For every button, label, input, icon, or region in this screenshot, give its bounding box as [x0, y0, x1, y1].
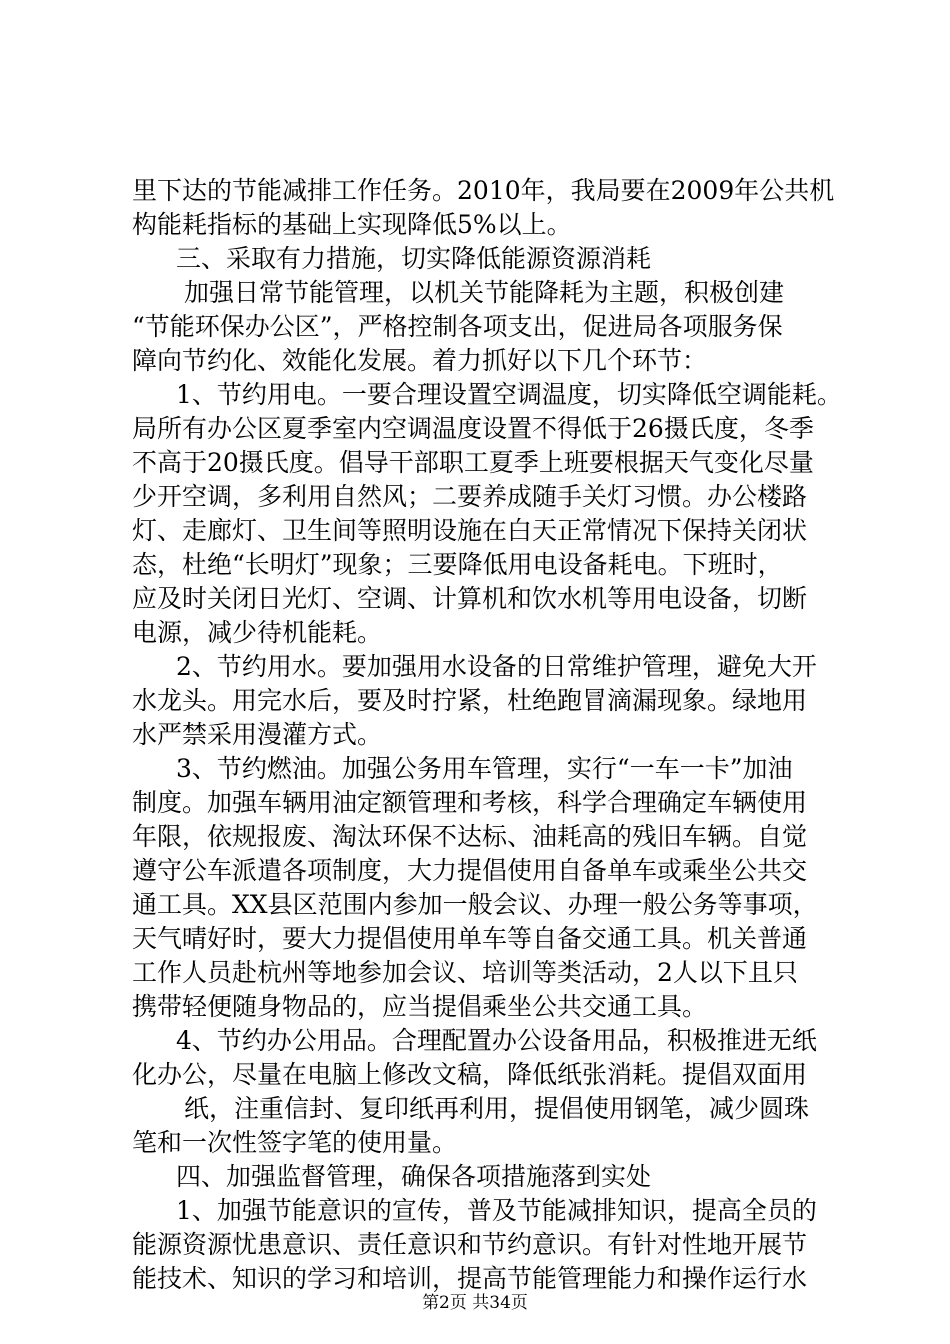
- body-line: 携带轻便随身物品的，应当提倡乘坐公共交通工具。: [132, 992, 708, 1021]
- body-line: “节能环保办公区”，严格控制各项支出，促进局各项服务保: [132, 312, 783, 341]
- body-line: 4、节约办公用品。合理配置办公设备用品，积极推进无纸: [176, 1026, 817, 1055]
- body-line: 能技术、知识的学习和培训，提高节能管理能力和操作运行水: [132, 1264, 808, 1293]
- body-line: 遵守公车派遣各项制度，大力提倡使用自备单车或乘坐公共交: [132, 856, 808, 885]
- body-line: 应及时关闭日光灯、空调、计算机和饮水机等用电设备，切断: [132, 584, 808, 613]
- section-heading: 三、采取有力措施，切实降低能源资源消耗: [176, 244, 652, 273]
- body-line: 1、加强节能意识的宣传，普及节能减排知识，提高全员的: [176, 1196, 817, 1225]
- body-line: 里下达的节能减排工作任务。2010年，我局要在2009年公共机: [132, 176, 835, 205]
- body-line: 纸，注重信封、复印纸再利用，提倡使用钢笔，减少圆珠: [184, 1094, 810, 1123]
- body-line: 制度。加强车辆用油定额管理和考核，科学合理确定车辆使用: [132, 788, 808, 817]
- section-heading: 四、加强监督管理，确保各项措施落到实处: [176, 1162, 652, 1191]
- body-line: 少开空调，多利用自然风；二要养成随手关灯习惯。办公楼路: [132, 482, 808, 511]
- body-line: 态，杜绝“长明灯”现象；三要降低用电设备耗电。下班时，: [132, 550, 783, 579]
- body-line: 不高于20摄氏度。倡导干部职工夏季上班要根据天气变化尽量: [132, 448, 814, 477]
- body-line: 构能耗指标的基础上实现降低5%以上。: [132, 210, 572, 239]
- body-line: 工作人员赴杭州等地参加会议、培训等类活动，2人以下且只: [132, 958, 798, 987]
- body-line: 3、节约燃油。加强公务用车管理，实行“一车一卡”加油: [176, 754, 793, 783]
- body-line: 能源资源忧患意识、责任意识和节约意识。有针对性地开展节: [132, 1230, 808, 1259]
- body-line: 加强日常节能管理，以机关节能降耗为主题，积极创建: [184, 278, 785, 307]
- body-line: 障向节约化、效能化发展。着力抓好以下几个环节：: [132, 346, 708, 375]
- body-line: 电源，减少待机能耗。: [132, 618, 383, 647]
- body-line: 通工具。XX县区范围内参加一般会议、办理一般公务等事项，: [132, 890, 818, 919]
- body-line: 笔和一次性签字笔的使用量。: [132, 1128, 458, 1157]
- body-line: 水龙头。用完水后，要及时拧紧，杜绝跑冒滴漏现象。绿地用: [132, 686, 808, 715]
- body-line: 水严禁采用漫灌方式。: [132, 720, 383, 749]
- body-line: 年限，依规报废、淘汰环保不达标、油耗高的残旧车辆。自觉: [132, 822, 808, 851]
- body-line: 2、节约用水。要加强用水设备的日常维护管理，避免大开: [176, 652, 817, 681]
- body-line: 天气晴好时，要大力提倡使用单车等自备交通工具。机关普通: [132, 924, 808, 953]
- body-line: 灯、走廊灯、卫生间等照明设施在白天正常情况下保持关闭状: [132, 516, 808, 545]
- body-line: 1、节约用电。一要合理设置空调温度，切实降低空调能耗。: [176, 380, 842, 409]
- body-line: 化办公，尽量在电脑上修改文稿，降低纸张消耗。提倡双面用: [132, 1060, 808, 1089]
- body-line: 局所有办公区夏季室内空调温度设置不得低于26摄氏度，冬季: [132, 414, 814, 443]
- page-number-footer: 第2页 共34页: [422, 1293, 528, 1313]
